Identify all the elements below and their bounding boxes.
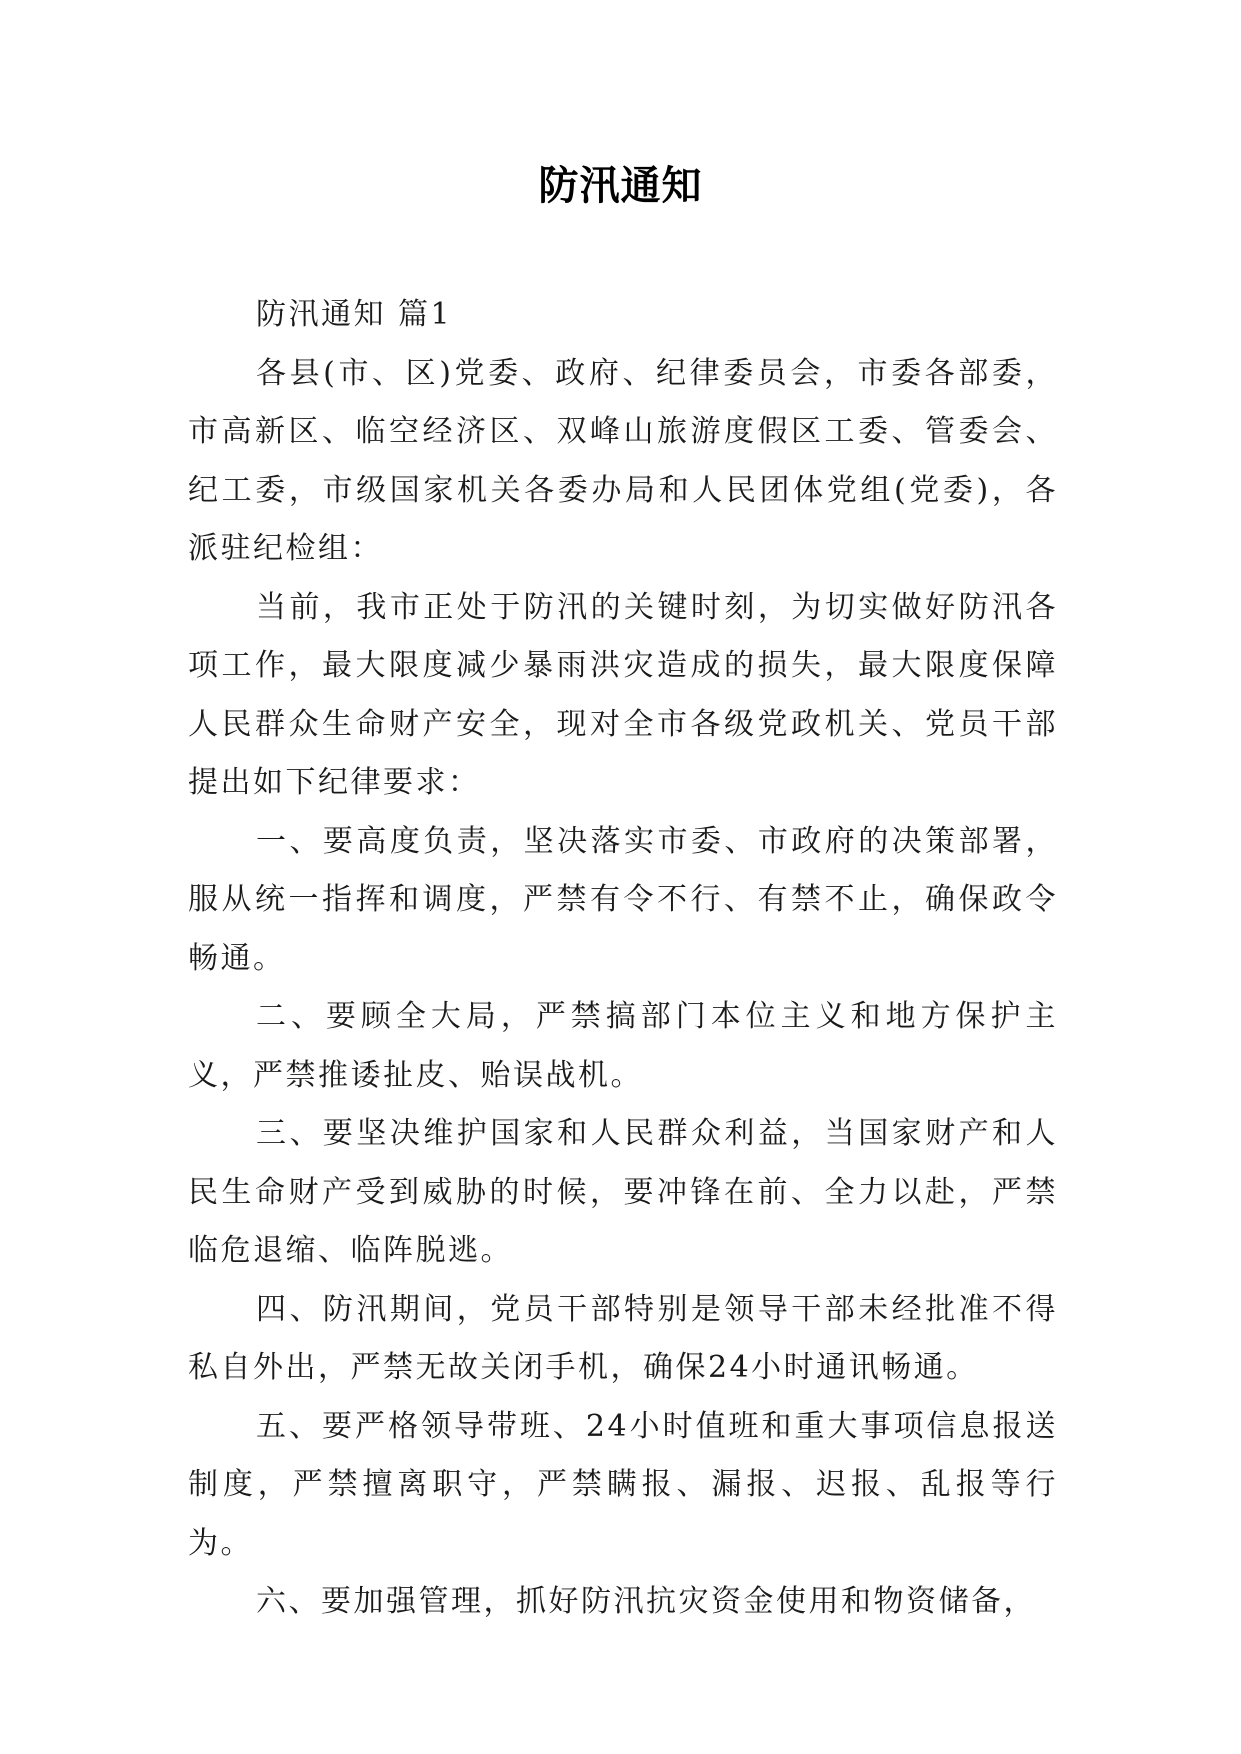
requirement-1-paragraph: 一、要高度负责，坚决落实市委、市政府的决策部署，服从统一指挥和调度，严禁有令不行、有禁不止，确保政令畅通。 [188, 823, 1058, 976]
document-title: 防汛通知 [538, 162, 703, 209]
section-heading: 防汛通知 篇1 [256, 297, 453, 332]
intro-paragraph: 当前，我市正处于防汛的关键时刻，为切实做好防汛各项工作，最大限度减少暴雨洪灾造成的损失，最大限度保障人民群众生命财产安全，现对全市各级党政机关、党员干部提出如下纪律要求： [188, 589, 1058, 800]
requirement-2-paragraph: 二、要顾全大局，严禁搞部门本位主义和地方保护主义，严禁推诿扯皮、贻误战机。 [188, 999, 1058, 1093]
requirement-6-paragraph: 六、要加强管理，抓好防汛抗灾资金使用和物资储备， [256, 1584, 1036, 1619]
requirement-3-paragraph: 三、要坚决维护国家和人民群众利益，当国家财产和人民生命财产受到威胁的时候，要冲锋在前、全力以赴，严禁临危退缩、临阵脱逃。 [188, 1116, 1058, 1268]
requirement-4-paragraph: 四、防汛期间，党员干部特别是领导干部未经批准不得私自外出，严禁无故关闭手机，确保24小时通讯畅通。 [188, 1291, 1058, 1385]
document-body [188, 286, 1058, 1632]
requirement-5-paragraph: 五、要严格领导带班、24小时值班和重大事项信息报送制度，严禁擅离职守，严禁瞒报、漏报、迟报、乱报等行为。 [188, 1408, 1058, 1561]
addressee-paragraph: 各县(市、区)党委、政府、纪律委员会，市委各部委，市高新区、临空经济区、双峰山旅游度假区工委、管委会、纪工委，市级国家机关各委办局和人民团体党组(党委)，各派驻纪检组： [188, 355, 1058, 566]
